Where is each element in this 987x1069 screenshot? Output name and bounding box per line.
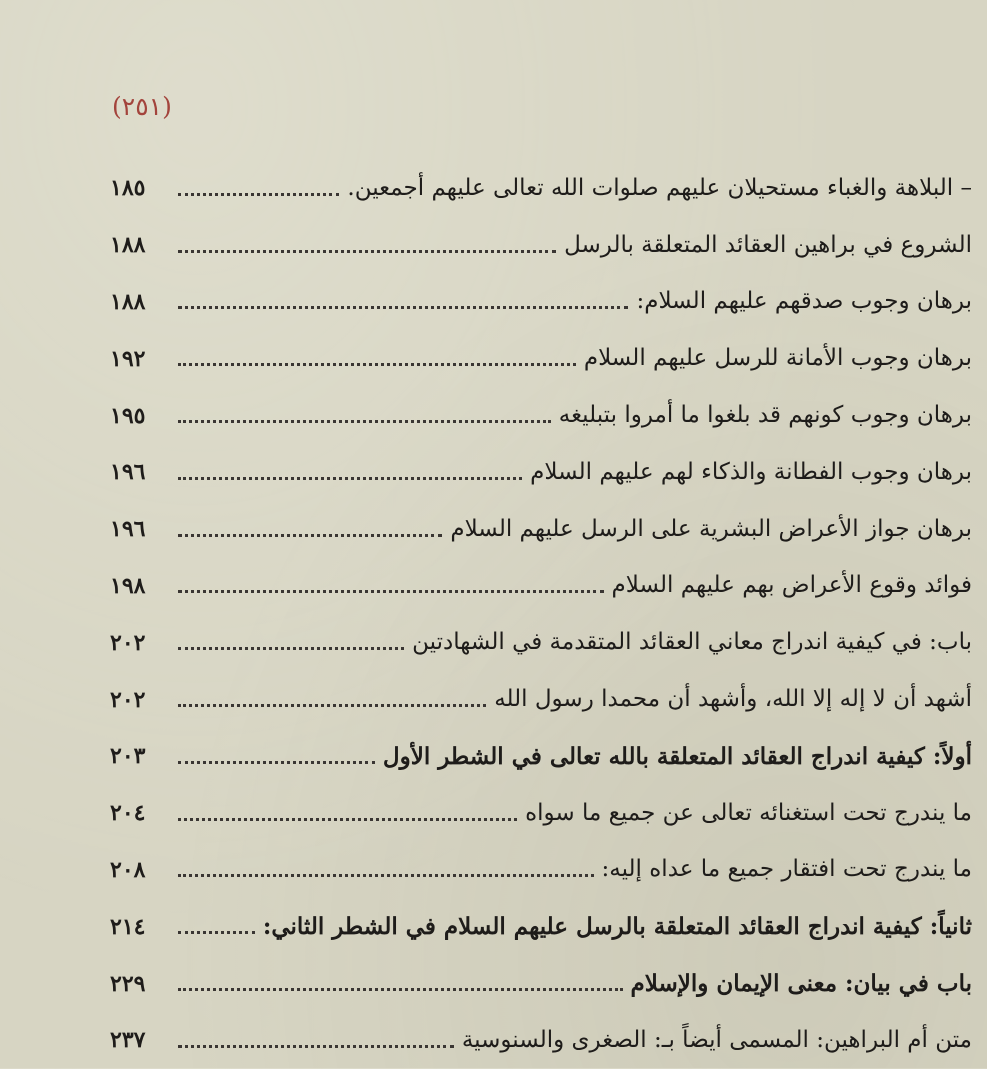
toc-entry-title: متن أم البراهين: المسمى أيضاً بـ: الصغرى والسنوسية [461, 1026, 972, 1053]
toc-entry-page: ٢٠٨ [110, 856, 146, 883]
toc-entry-title: – البلاهة والغباء مستحيلان عليهم صلوات الله تعالى عليهم أجمعين. [347, 174, 972, 201]
dot-leader [178, 534, 442, 537]
toc-entry-title: أولاً: كيفية اندراج العقائد المتعلقة بالله تعالى في الشطر الأول [382, 742, 972, 770]
toc-entry [110, 160, 972, 217]
toc-entry-title: باب: في كيفية اندراج معاني العقائد المتقدمة في الشهادتين [412, 629, 972, 656]
dot-leader [178, 761, 375, 764]
dot-leader [178, 363, 576, 366]
toc-entry-page: ١٩٨ [110, 572, 146, 599]
toc-entry [110, 842, 972, 899]
toc-entry-page: ٢٠٤ [110, 800, 146, 827]
toc-entry-title: برهان وجوب الفطانة والذكاء لهم عليهم السلام [530, 458, 972, 485]
dot-leader [178, 818, 517, 821]
toc-entry-page: ٢١٤ [110, 913, 146, 940]
dot-leader [178, 874, 594, 877]
dot-leader [178, 250, 556, 253]
toc-entry [110, 274, 972, 331]
toc-entry [110, 558, 972, 615]
toc-entry [110, 671, 972, 728]
toc-entry-title: برهان وجوب كونهم قد بلغوا ما أمروا بتبليغه [558, 402, 972, 429]
toc-entry-title: الشروع في براهين العقائد المتعلقة بالرسل [564, 231, 972, 258]
toc-entry-title: برهان وجوب صدقهم عليهم السلام: [636, 288, 972, 315]
page-number: (٢٥١) [112, 92, 172, 121]
toc-entry-title: أشهد أن لا إله إلا الله، وأشهد أن محمدا رسول الله [494, 686, 972, 713]
toc-entry-page: ٢٠٢ [110, 629, 146, 656]
dot-leader [178, 931, 255, 934]
toc-entry-page: ٢٢٩ [110, 970, 146, 997]
toc-entry-page: ١٩٢ [110, 345, 146, 372]
toc-entry-page: ١٩٦ [110, 516, 146, 543]
dot-leader [178, 420, 551, 423]
toc-entry [110, 785, 972, 842]
toc-entry [110, 444, 972, 501]
dot-leader [178, 647, 404, 650]
toc-entry-title: برهان جواز الأعراض البشرية على الرسل عليهم السلام [450, 515, 972, 542]
toc-entry-page: ٢٣٧ [110, 1027, 146, 1054]
dot-leader [178, 477, 522, 480]
toc-entry-title: ثانياً: كيفية اندراج العقائد المتعلقة بالرسل عليهم السلام في الشطر الثاني: [262, 913, 972, 941]
toc-entry-page: ١٨٥ [110, 175, 146, 202]
toc-entry-page: ١٩٥ [110, 402, 146, 429]
toc-entry-title: برهان وجوب الأمانة للرسل عليهم السلام [583, 345, 972, 372]
toc-entry-title: ما يندرج تحت استغنائه تعالى عن جميع ما سواه [525, 799, 972, 826]
dot-leader [178, 193, 339, 196]
toc-entry-page: ٢٠٣ [110, 743, 146, 770]
toc-entry [110, 728, 972, 785]
toc-entry [110, 614, 972, 671]
dot-leader [178, 988, 623, 991]
toc-entry [110, 1012, 972, 1069]
dot-leader [178, 306, 628, 309]
dot-leader [178, 590, 604, 593]
toc-entry [110, 387, 972, 444]
toc-entry [110, 217, 972, 274]
toc-entry [110, 501, 972, 558]
dot-leader [178, 1045, 454, 1048]
toc-entry [110, 330, 972, 387]
toc-entry-page: ٢٠٢ [110, 686, 146, 713]
toc-entry-page: ١٨٨ [110, 288, 146, 315]
dot-leader [178, 704, 486, 707]
toc-entry-title: ما يندرج تحت افتقار جميع ما عداه إليه: [601, 856, 972, 883]
toc-entry-page: ١٩٦ [110, 459, 146, 486]
toc-entry-title: باب في بيان: معنى الإيمان والإسلام [630, 970, 972, 998]
toc-entry [110, 955, 972, 1012]
toc-entry-page: ١٨٨ [110, 232, 146, 259]
table-of-contents [110, 160, 972, 1069]
toc-entry-title: فوائد وقوع الأعراض بهم عليهم السلام [611, 572, 972, 599]
toc-entry [110, 898, 972, 955]
